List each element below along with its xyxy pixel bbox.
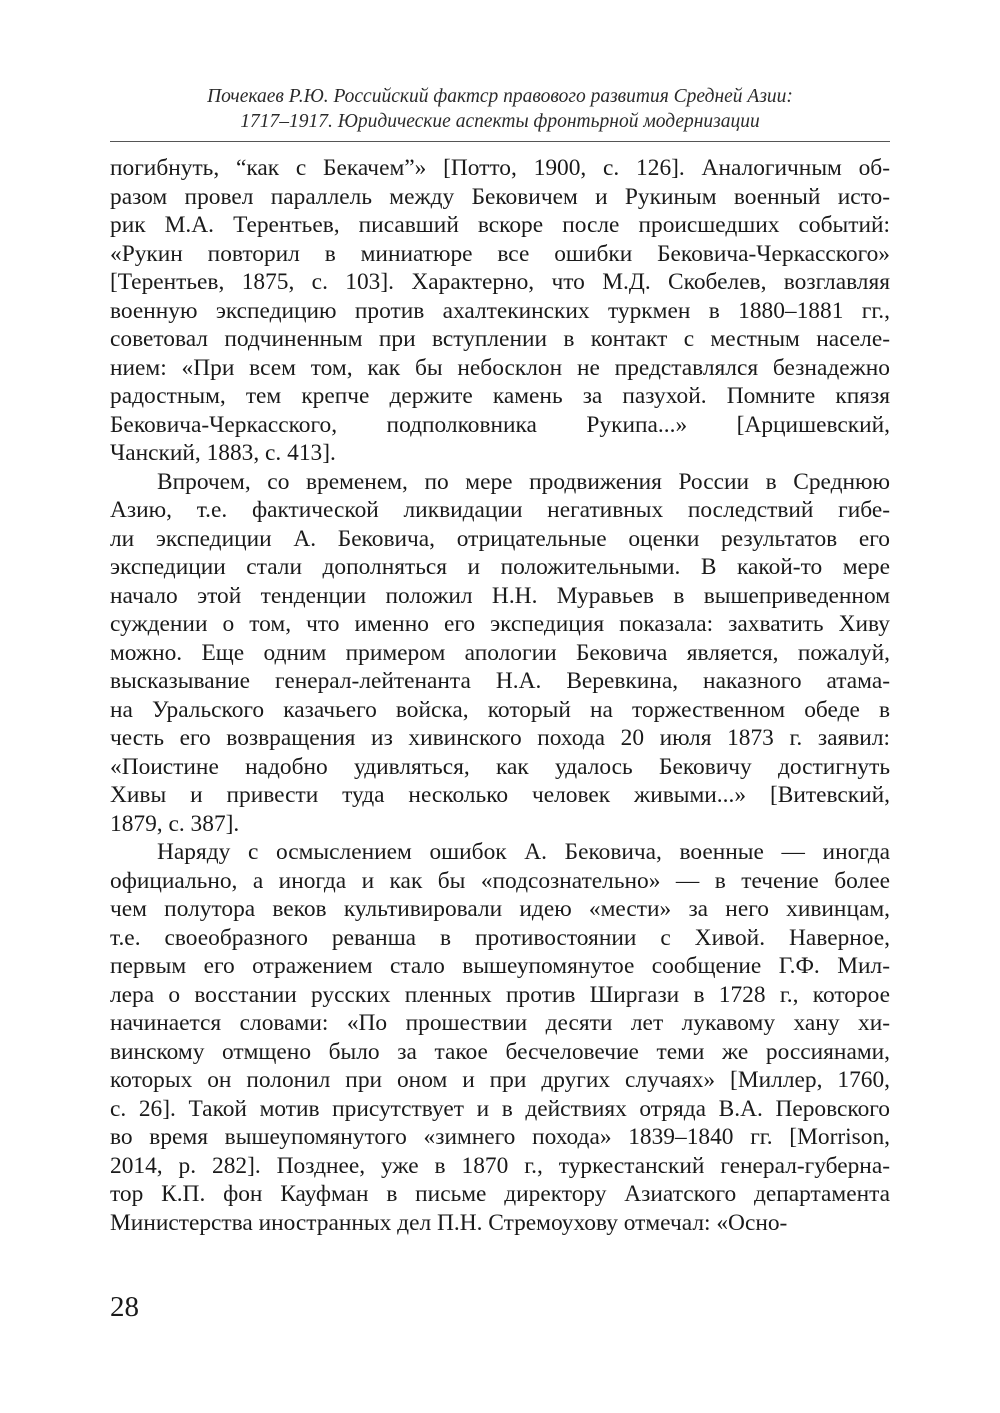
text-line: которых он полонил при оном и при других случаях» [Миллер, 1760, (110, 1067, 890, 1093)
text-line: [Терентьев, 1875, с. 103]. Характерно, что М.Д. Скобелев, возглавляя (110, 269, 890, 295)
paragraph (110, 154, 890, 468)
text-line: начало этой тенденции положил Н.Н. Муравьев в вышеприведенном (110, 582, 890, 609)
text-line: Впрочем, со временем, по мере продвижения России в Среднюю (157, 468, 890, 495)
text-line: 2014, p. 282]. Позднее, уже в 1870 г., туркестанский генерал-губерна- (110, 1152, 890, 1179)
text-line: официально, а иногда и как бы «подсознательно» — в течение более (110, 867, 890, 894)
paragraph (110, 468, 890, 839)
text-line: начинается словами: «По прошествии десяти лет лукавому хану хи- (110, 1010, 890, 1036)
text-line: «Рукин повторил в миниатюре все ошибки Бековича-Черкасского» (110, 240, 890, 267)
text-line: разом провел параллель между Бековичем и Рукиным военный исто- (110, 183, 890, 210)
text-line: тор К.П. фон Кауфман в письме директору Азиатского департамента (110, 1181, 890, 1207)
text-line: винскому отмщено было за такое бесчеловечие теми же россиянами, (110, 1038, 890, 1065)
text-line: на Уральского казачьего войска, который на торжественном обеде в (110, 696, 890, 723)
text-line: погибнуть, “как с Бекачем”» [Потто, 1900, с. 126]. Аналогичным об- (110, 155, 890, 181)
text-line: Наряду с осмыслением ошибок А. Бековича, военные — иногда (157, 839, 890, 865)
running-header-line-1: Почекаев Р.Ю. Российский фактср правового развития Средней Азии: (207, 86, 793, 107)
text-line: высказывание генерал-лейтенанта Н.А. Веревкина, наказного атама- (110, 668, 890, 694)
text-line: экспедиции стали дополняться и положительными. В какой-то мере (110, 554, 890, 580)
text-line: нием: «При всем том, как бы небосклон не представлялся безнадежно (110, 354, 890, 381)
text-line: Хивы и привести туда несколько человек живыми...» [Витевский, (110, 782, 890, 808)
text-line: 1879, с. 387]. (110, 810, 240, 837)
text-line: советовал подчиненным при вступлении в контакт с местным населе- (110, 326, 890, 352)
text-line: честь его возвращения из хивинского похода 20 июля 1873 г. заявил: (110, 725, 890, 751)
text-line: лера о восстании русских пленных против Ширгази в 1728 г., которое (110, 981, 890, 1008)
paragraph (110, 838, 890, 1237)
text-line: рик М.А. Терентьев, писавший вскоре после происшедших событий: (110, 212, 890, 238)
text-line: Министерства иностранных дел П.Н. Стремоухову отмечал: «Осно- (110, 1209, 788, 1236)
text-line: с. 26]. Такой мотив присутствует и в действиях отряда В.А. Перовского (110, 1095, 890, 1122)
running-header (110, 84, 890, 134)
text-line: т.е. своеобразного реванша в противостоянии с Хивой. Наверное, (110, 924, 890, 951)
running-header-line-2: 1717–1917. Юридические аспекты фронтьрной модернизации (240, 111, 760, 132)
text-line: можно. Еще одним примером апологии Бековича является, пожалуй, (110, 639, 890, 666)
text-line: первым его отражением стало вышеупомянутое сообщение Г.Ф. Мил- (110, 953, 890, 979)
text-line: военную экспедицию против ахалтекинских туркмен в 1880–1881 гг., (110, 297, 890, 324)
body-text (110, 154, 890, 1237)
text-line: «Поистине надобно удивляться, как удалось Бековичу достигнуть (110, 753, 890, 780)
text-line: Азию, т.е. фактической ликвидации негативных последствий гибе- (110, 497, 890, 523)
text-line: Бековича-Черкасского, подполковника Рукипа...» [Арцишевский, (110, 411, 890, 438)
text-line: чем полутора веков культивировали идею «мести» за него хивинцам, (110, 896, 890, 922)
text-line: суждении о том, что именно его экспедиция показала: захватить Хиву (110, 611, 890, 637)
text-line: Чанский, 1883, с. 413]. (110, 440, 336, 466)
text-line: радостным, тем крепче держите камень за пазухой. Помните кпязя (110, 383, 890, 409)
text-line: ли экспедиции А. Бековича, отрицательные оценки результатов его (110, 525, 890, 552)
text-line: во время вышеупомянутого «зимнего похода» 1839–1840 гг. [Morrison, (110, 1124, 890, 1150)
page-number: 28 (110, 1291, 139, 1323)
header-rule (110, 141, 890, 142)
